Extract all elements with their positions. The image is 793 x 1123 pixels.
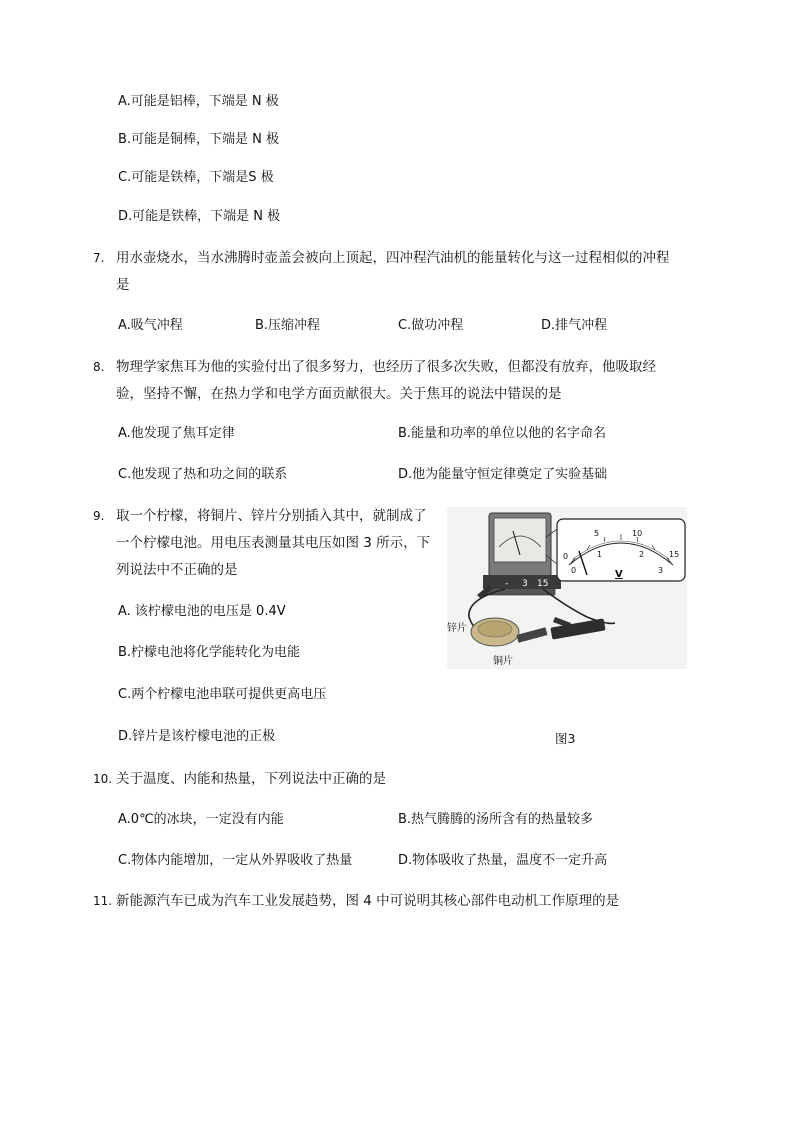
terminal-15: 15: [537, 579, 549, 589]
figure-3-voltmeter-lemon-battery: [447, 507, 687, 669]
voltmeter-illustration: [447, 507, 687, 669]
label-copper-plate: 铜片: [493, 656, 513, 667]
q8-option-d: D.他为能量守恒定律奠定了实验基础: [398, 467, 608, 482]
q8-stem-line1: 物理学家焦耳为他的实验付出了很多努力，也经历了很多次失败，但都没有放弃，他吸取经: [116, 359, 656, 375]
q6-option-d: D.可能是铁棒，下端是 N 极: [118, 209, 281, 224]
q8-option-c: C.他发现了热和功之间的联系: [118, 467, 288, 482]
terminal-3: 3: [522, 579, 528, 589]
q9-stem-line1: 取一个柠檬，将铜片、锌片分别插入其中，就制成了: [116, 508, 427, 524]
q7-option-b: B.压缩冲程: [255, 318, 321, 333]
q9-stem-line3: 列说法中不正确的是: [116, 562, 238, 578]
figure-3-caption: 图3: [555, 731, 576, 746]
dial-bottom-2: 2: [639, 550, 645, 559]
q8-number: 8.: [93, 360, 105, 374]
q7-option-c: C.做功冲程: [398, 318, 464, 333]
q10-stem: 关于温度、内能和热量，下列说法中正确的是: [116, 771, 386, 787]
dial-bottom-1: 1: [597, 550, 603, 559]
terminal-minus: -: [505, 579, 509, 589]
q9-option-d: D.锌片是该柠檬电池的正极: [118, 729, 276, 744]
q10-option-d: D.物体吸收了热量，温度不一定升高: [398, 853, 608, 868]
q7-number: 7.: [93, 251, 105, 265]
dial-unit-label: V: [615, 569, 623, 580]
q8-stem-line2: 验，坚持不懈，在热力学和电学方面贡献很大。关于焦耳的说法中错误的是: [116, 386, 562, 402]
q7-option-a: A.吸气冲程: [118, 318, 183, 333]
q7-option-d: D.排气冲程: [541, 318, 608, 333]
q7-stem-line1: 用水壶烧水，当水沸腾时壶盖会被向上顶起，四冲程汽油机的能量转化与这一过程相似的冲程: [116, 250, 670, 266]
q9-option-a: A. 该柠檬电池的电压是 0.4V: [118, 604, 286, 619]
q10-option-c: C.物体内能增加，一定从外界吸收了热量: [118, 853, 353, 868]
q11-stem: 新能源汽车已成为汽车工业发展趋势，图 4 中可说明其核心部件电动机工作原理的是: [116, 893, 620, 909]
dial-top-0: 0: [563, 552, 569, 561]
q10-option-a: A.0℃的冰块，一定没有内能: [118, 812, 284, 827]
q6-option-c: C.可能是铁棒，下端是S 极: [118, 170, 274, 185]
q8-option-a: A.他发现了焦耳定律: [118, 426, 235, 441]
q9-number: 9.: [93, 509, 105, 523]
q9-option-b: B.柠檬电池将化学能转化为电能: [118, 645, 301, 660]
dial-top-5: 5: [594, 529, 600, 538]
q6-option-a: A.可能是铝棒，下端是 N 极: [118, 94, 279, 109]
dial-top-15: 15: [669, 550, 680, 559]
q9-stem-line2: 一个柠檬电池。用电压表测量其电压如图 3 所示，下: [116, 535, 431, 551]
label-zinc-plate: 锌片: [447, 623, 467, 634]
q9-option-c: C.两个柠檬电池串联可提供更高电压: [118, 687, 327, 702]
q11-number: 11.: [93, 894, 113, 908]
dial-bottom-3: 3: [658, 566, 664, 575]
dial-top-10: 10: [632, 529, 643, 538]
q6-option-b: B.可能是铜棒，下端是 N 极: [118, 132, 280, 147]
q10-number: 10.: [93, 772, 113, 786]
q7-stem-line2: 是: [116, 277, 130, 293]
q8-option-b: B.能量和功率的单位以他的名字命名: [398, 426, 607, 441]
dial-bottom-0: 0: [571, 566, 577, 575]
q10-option-b: B.热气腾腾的汤所含有的热量较多: [398, 812, 594, 827]
